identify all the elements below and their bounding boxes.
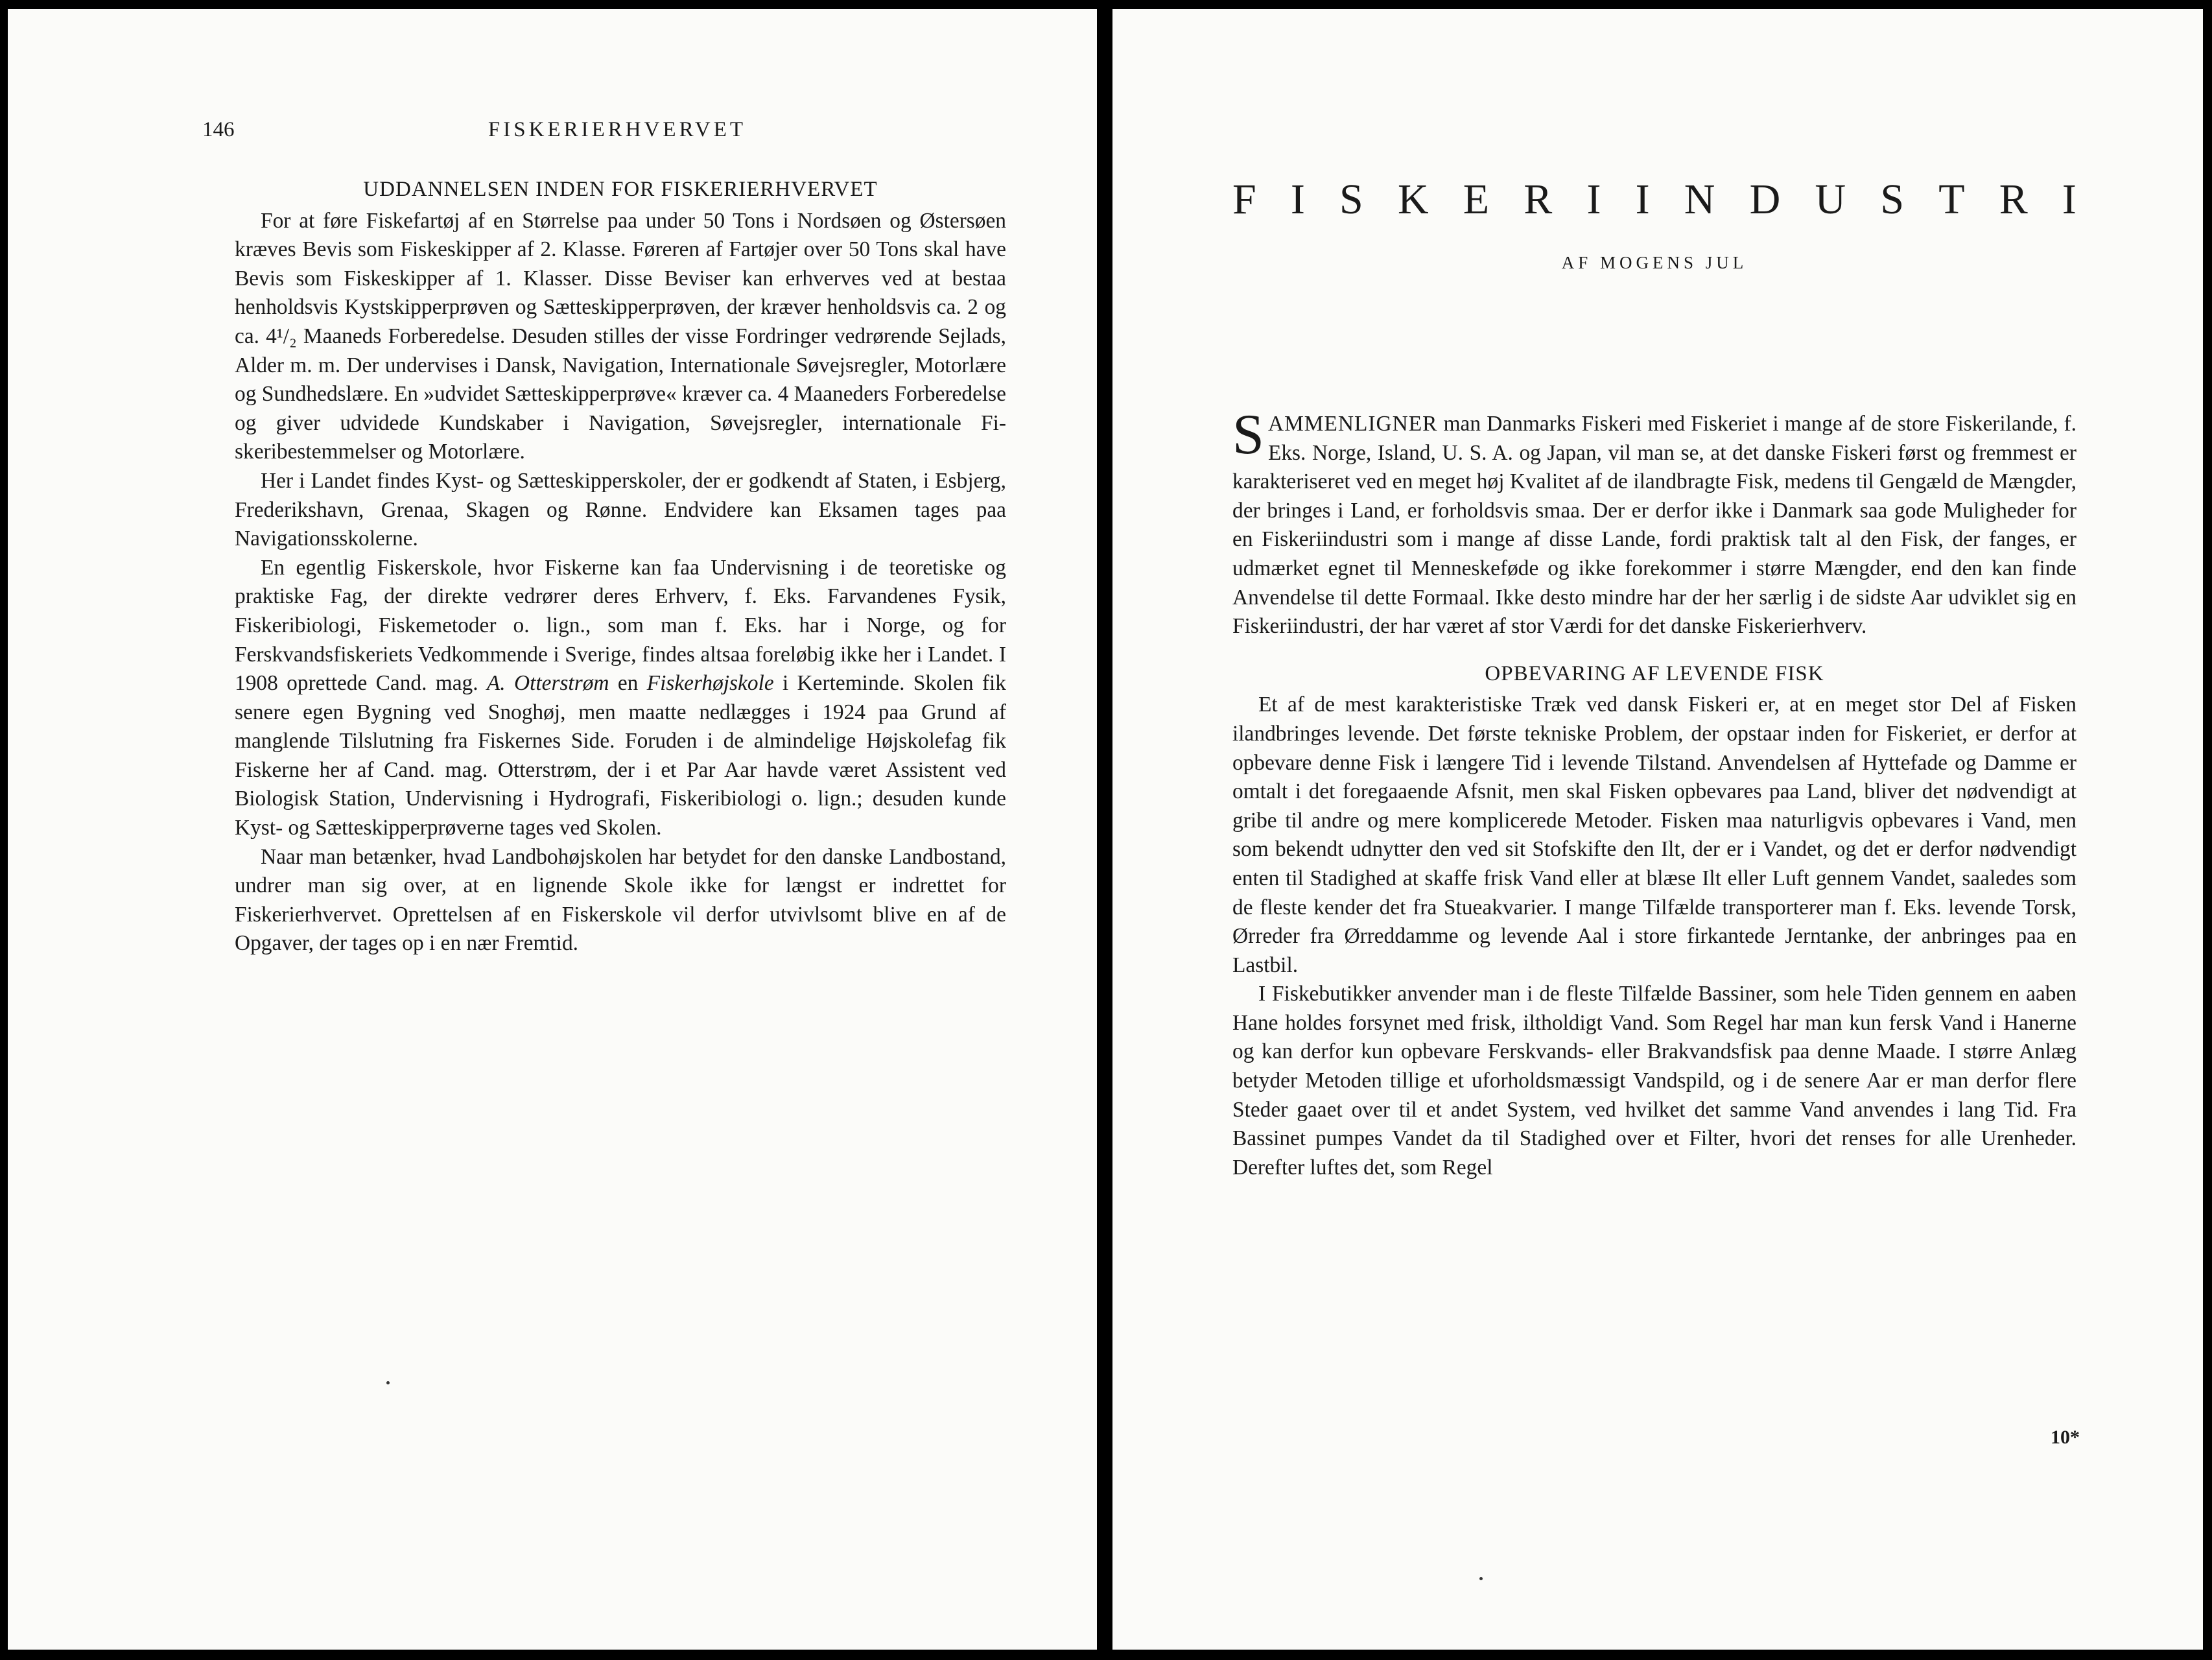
paragraph: Naar man betænker, hvad Landbohøjskolen har betydet for den danske Landbostand, undrer man sig over, at en lignende Skole ikke for længst er indrettet for Fiskerierhvervet. Oprettelsen af en Fiskerskole vil derfor utvivlsomt blive en af de Opgaver, der tages op i en nær Fremtid. bbox=[235, 844, 1006, 956]
running-head bbox=[202, 118, 1006, 157]
right-page bbox=[1112, 9, 2203, 1650]
title-letter: R bbox=[1999, 176, 2028, 223]
paragraph: Et af de mest karakteristiske Træk ved dansk Fiskeri er, at en meget stor Del af Fisken ilandbringes levende. Det første tekniske Problem, der opstaar inden for Fiskeriet, er derfor at opbevare denne Fisk i længere Tid i levende Tilstand. Anvendelsen af Hyttefade og Damme er omtalt i det foregaaende Afsnit, men skal Fisken opbevares paa Land, bliver det nødvendigt at gribe til andre og mere komplicerede Metoder. Fisken maa naturligvis opbevares i Vand, men som bekendt udnytter den ved sit Stofskifte den Ilt, der er i Vandet, og det er derfor nødvendigt enten til Stadighed at skaffe frisk Vand eller at blæse Ilt eller Luft gennem Vandet, saaledes som de fleste kender det fra Stueakvarier. I mange Tilfælde transporterer man f. Eks. levende Torsk, Ørreder fra Ørreddamme og levende Aal i store firkantede Jerntanke, der anbringes paa en Lastbil. bbox=[1232, 693, 2077, 977]
title-letter: E bbox=[1463, 176, 1490, 223]
intro-paragraph bbox=[1232, 403, 2077, 641]
paragraph: For at føre Fiskefartøj af en Størrelse paa under 50 Tons i Nordsøen og Østersøen kræves Bevis som Fiskeskipper af 2. Klasse. Føreren af Fartøjer over 50 Tons skal have Bevis som Fiskeskipper af 1. Klasser. Disse Beviser kan erhverves ved at bestaa henholdsvis Kystskipperprøven og Sætteskipperprøven, der kræver henholdsvis ca. 2 og ca. 4¹/₂ Maaneds Forberedelse. Desuden stilles der visse Fordringer vedrørende Sejlads, Alder m. m. Der undervises i Dansk, Navigation, Internationale Søvejsregler, Motorlære og Sundhedslære. En »udvidet Sætteskipperprøve« kræver ca. 4 Maaneders Forberedelse og giver udvidede Kundskaber i Navigation, Søvejsregler, internationale Fiskeribestemmelser og Motorlære. bbox=[235, 208, 1006, 464]
title-letter: R bbox=[1524, 176, 1553, 223]
page-speck bbox=[386, 1381, 390, 1384]
italic-school: Fiskerhøjskole bbox=[646, 671, 774, 696]
small-caps-word: AMMENLIGNER bbox=[1267, 412, 1438, 436]
title-letter: T bbox=[1938, 176, 1965, 223]
byline: AF MOGENS JUL bbox=[1561, 253, 1748, 272]
page-number: 146 bbox=[202, 118, 235, 141]
title-letter: I bbox=[1635, 176, 1650, 223]
section-heading: OPBEVARING AF LEVENDE FISK bbox=[1485, 661, 1824, 685]
paragraph-text: i Kerteminde. Skolen fik senere egen Bygning ved Snoghøj, men maatte nedlægges i 1924 paa Grund af manglende Tilslutning fra Fiskernes Side. Foruden i de almindelige Højskolefag fik Fiskerne her af Cand. mag. Otterstrøm, der i et Par Aar havde været Assistent ved Biologisk Station, Undervisning i Hydrografi, Fiskeribiologi o. lign.; desuden kunde Kyst- og Sætteskipperprøverne tages ved Skolen. bbox=[235, 671, 1006, 840]
paragraph-text: en bbox=[617, 671, 639, 696]
section-heading: UDDANNELSEN INDEN FOR FISKERIERHVERVET bbox=[363, 178, 878, 201]
intro-text: man Danmarks Fiskeri med Fiskeriet i mange af de store Fiskerilande, f. Eks. Norge, Island, U. S. A. og Japan, vil man se, at det danske Fiskeri først og fremmest er karakteriseret ved en meget høj Kvalitet af de ilandbragte Fisk, medens til Gengæld de Mængder, der bringes i Land, er forholdsvis smaa. Der er derfor ikke i Danmark saa gode Muligheder for en Fiskeriindustri som i mange af disse Lande, fordi praktisk talt al den Fisk, der fanges, er udmærket egnet til Menneskeføde og ikke forekommer i større Mængder, end den kan finde Anvendelse til dette Formaal. Ikke desto mindre har der her særlig i de sidste Aar udviklet sig en Fiskeriindustri, der har været af stor Værdi for det danske Fiskerierhverv. bbox=[1232, 412, 2077, 639]
title-letter: D bbox=[1749, 176, 1781, 223]
title-letter: I bbox=[1586, 176, 1601, 223]
left-page bbox=[8, 9, 1097, 1650]
title-letter: I bbox=[2062, 176, 2077, 223]
title-letter: K bbox=[1397, 176, 1429, 223]
italic-name: A. Otterstrøm bbox=[486, 671, 609, 696]
page-speck bbox=[1479, 1577, 1483, 1580]
chapter-title bbox=[1232, 174, 2077, 226]
paragraph: Her i Landet findes Kyst- og Sætteskipperskoler, der er godkendt af Staten, i Esbjerg, Frederikshavn, Grenaa, Skagen og Rønne. Endvidere kan Eksamen tages paa Navigationsskolerne. bbox=[235, 468, 1006, 551]
title-letter: S bbox=[1880, 176, 1905, 223]
title-letter: N bbox=[1684, 176, 1715, 223]
paragraph-text: En egentlig Fiskerskole, hvor Fiskerne kan faa Undervisning i de teoretiske og praktiske Fag, der direkte vedrører deres Erhverv, f. Eks. Farvandenes Fysik, Fiskeribiologi, Fiskemetoder o. lign., som man f. Eks. har i Norge, og for Ferskvandsfiskeriets Vedkommende i Sverige, findes altsaa foreløbig ikke her i Landet. I 1908 oprettede Cand. mag. bbox=[235, 555, 1006, 696]
left-text-column bbox=[235, 175, 1006, 958]
title-letter: U bbox=[1815, 176, 1846, 223]
paragraph bbox=[235, 554, 1006, 843]
right-text-column bbox=[1232, 403, 2077, 1182]
title-letter: F bbox=[1232, 176, 1256, 223]
title-letter: S bbox=[1339, 176, 1363, 223]
signature-mark: 10* bbox=[2051, 1427, 2080, 1448]
running-head-title: FISKERIERHVERVET bbox=[488, 118, 747, 141]
paragraph: I Fiskebutikker anvender man i de fleste Tilfælde Bassiner, som hele Tiden gennem en aaben Hane holdes forsynet med frisk, iltholdigt Vand. Som Regel har man kun fersk Vand i Hanerne og kan derfor kun opbevare Ferskvands- eller Brakvandsfisk paa denne Maade. I større Anlæg betyder Metoden tillige et uforholdsmæssigt Vandspild, og i de senere Aar er man derfor flere Steder gaaet over til et andet System, ved hvilket det samme Vand anvendes i lang Tid. Fra Bassinet pumpes Vandet da til Stadighed over et Filter, hvori det renses for alle Urenheder. Derefter luftes det, som Regel bbox=[1232, 982, 2077, 1180]
drop-cap: S bbox=[1232, 403, 1264, 466]
title-letter: I bbox=[1290, 176, 1305, 223]
